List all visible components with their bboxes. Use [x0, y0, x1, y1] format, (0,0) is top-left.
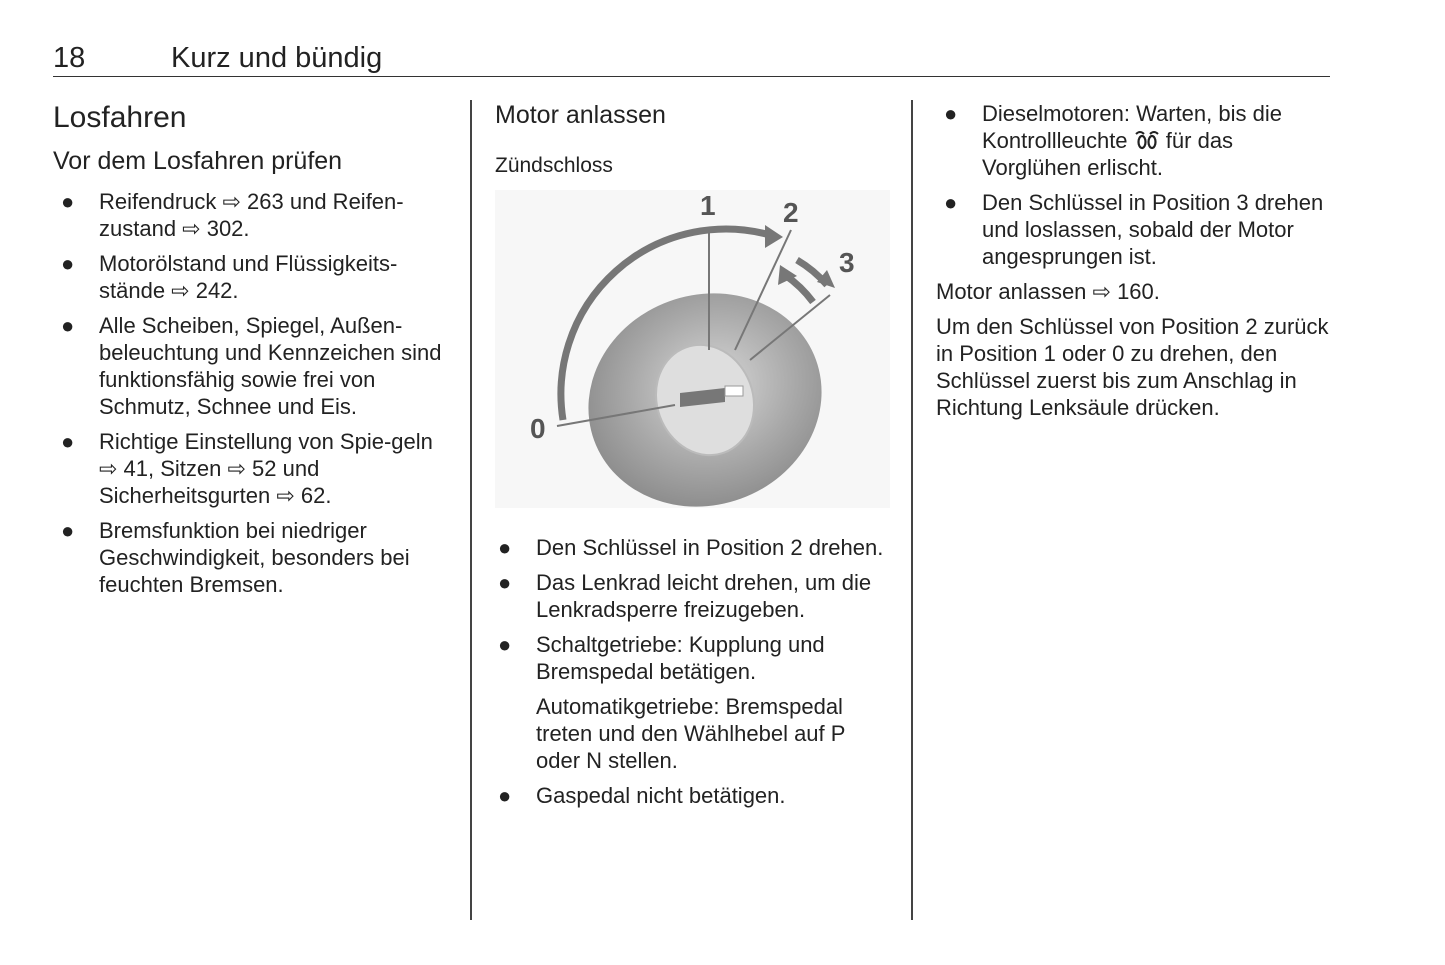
list-item: ● Den Schlüssel in Position 2 drehen. — [498, 535, 884, 560]
checklist — [53, 188, 453, 598]
bullet-icon: ● — [498, 783, 512, 808]
section-subtitle: Vor dem Losfahren prüfen — [53, 147, 343, 175]
position-label-2: 2 — [783, 197, 799, 228]
running-title: Kurz und bündig — [171, 42, 383, 74]
list-item: ● Richtige Einstellung von Spie-geln ⇨ 41, Sitzen ⇨ 52 und Sicherheitsgurten ⇨ 62. — [61, 429, 433, 508]
bullet-icon: ● — [61, 189, 75, 214]
list-item: ● Gaspedal nicht betätigen. — [498, 783, 786, 808]
bullet-icon: ● — [498, 535, 512, 560]
ignition-diagram — [495, 190, 890, 508]
bullet-icon: ● — [61, 313, 75, 338]
list-item: ● Den Schlüssel in Position 3 drehen und loslassen, sobald der Motor angesprungen ist. — [944, 190, 1324, 269]
section-title: Losfahren — [53, 101, 187, 134]
paragraph: Um den Schlüssel von Position 2 zurück in Position 1 oder 0 zu drehen, den Schlüssel zuerst bis zum Anschlag in Richtung Lenksäule drücken. — [936, 314, 1329, 420]
bullet-icon: ● — [944, 190, 958, 215]
list-item: ● Schaltgetriebe: Kupplung und Bremspedal betätigen. Automatikgetriebe: Bremspedal treten und den Wählhebel auf P oder N stellen. — [490, 631, 890, 774]
glow-plug-icon — [1134, 130, 1160, 150]
list-item: ● Dieselmotoren: Warten, bis die Kontrollleuchte für das Vorglühen erlischt. — [944, 101, 1282, 180]
position-label-3: 3 — [839, 247, 855, 278]
section-title: Motor anlassen — [495, 101, 666, 129]
list-item: ● Motorölstand und Flüssigkeits-stände ⇨ 242. — [61, 251, 398, 303]
column-divider — [470, 100, 472, 920]
column-2 — [495, 100, 890, 817]
bullet-icon: ● — [61, 518, 75, 543]
list-item: ● Das Lenkrad leicht drehen, um die Lenkradsperre freizugeben. — [498, 570, 872, 622]
column-3 — [936, 100, 1336, 429]
page-header — [53, 40, 1330, 77]
column-1 — [53, 100, 453, 606]
list-item: ● Reifendruck ⇨ 263 und Reifen-zustand ⇨ 302. — [61, 189, 404, 241]
list-item-note: Automatikgetriebe: Bremspedal treten und den Wählhebel auf P oder N stellen. — [536, 694, 846, 773]
ignition-switch-figure — [495, 190, 890, 508]
section-subtitle: Zündschloss — [495, 154, 613, 177]
cross-reference: Motor anlassen ⇨ 160. — [936, 279, 1160, 304]
list-item: ● Alle Scheiben, Spiegel, Außen-beleuchtung und Kennzeichen sind funktionsfähig sowie frei von Schmutz, Schnee und Eis. — [61, 313, 442, 419]
arrow-head-1 — [765, 225, 783, 248]
steps-list — [490, 534, 890, 809]
position-label-1: 1 — [700, 190, 716, 221]
bullet-icon: ● — [498, 632, 512, 657]
list-item: ● Bremsfunktion bei niedriger Geschwindigkeit, besonders bei feuchten Bremsen. — [61, 518, 410, 597]
steps-list — [936, 100, 1336, 270]
position-label-0: 0 — [530, 413, 546, 444]
bullet-icon: ● — [61, 429, 75, 454]
bullet-icon: ● — [61, 251, 75, 276]
bullet-icon: ● — [944, 101, 958, 126]
bullet-icon: ● — [498, 570, 512, 595]
page-number: 18 — [53, 42, 86, 74]
column-divider — [911, 100, 913, 920]
